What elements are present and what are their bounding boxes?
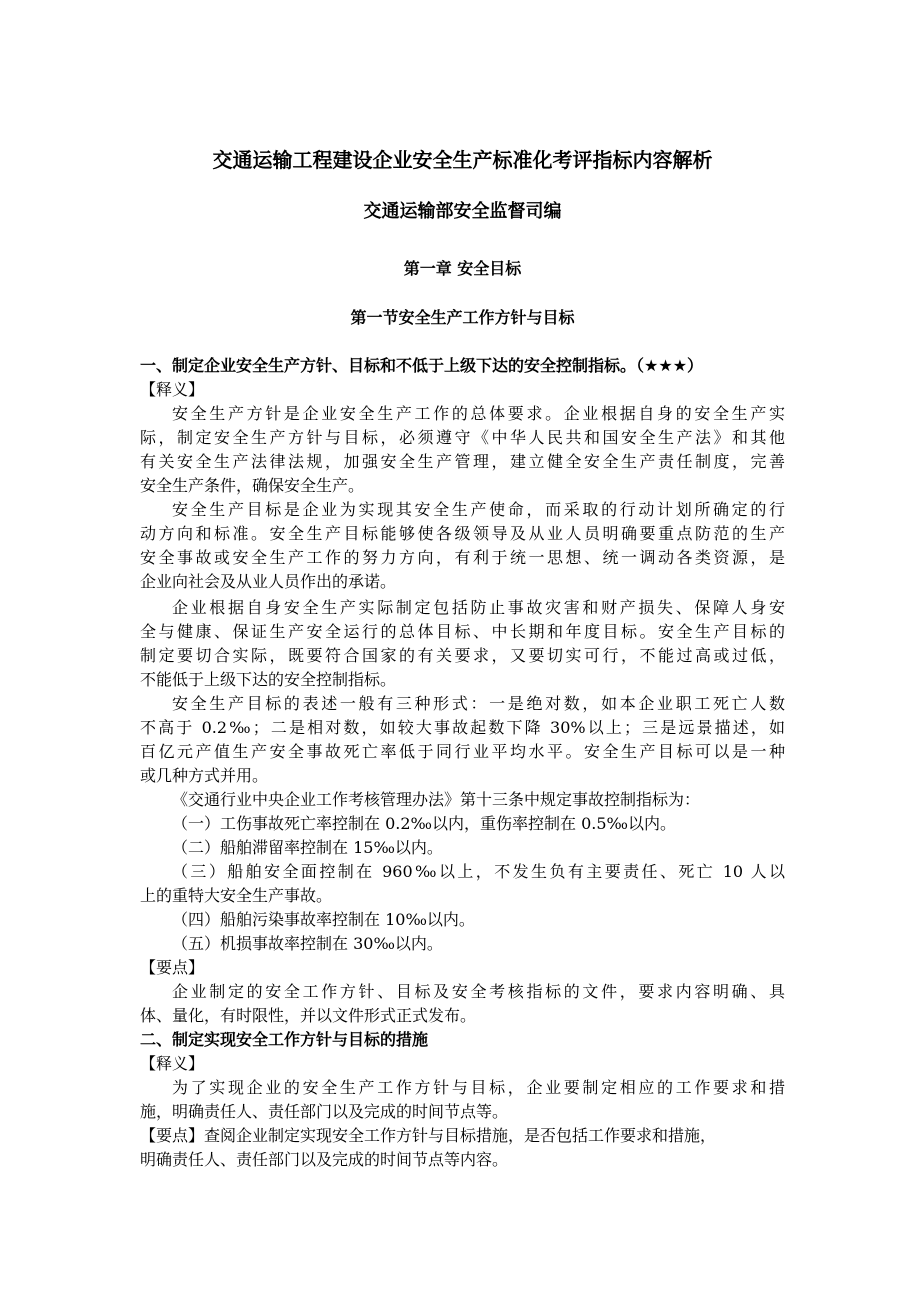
- list-item: （五）机损事故率控制在 30‰以内。: [172, 934, 443, 953]
- paragraph-line: 安全生产目标的表述一般有三种形式：一是绝对数，如本企业职工死亡人数: [172, 694, 785, 713]
- paragraph-line: 《交通行业中央企业工作考核管理办法》第十三条中规定事故控制指标为：: [172, 790, 701, 809]
- paragraph-line: 动方向和标准。安全生产目标能够使各级领导及从业人员明确要重点防范的生产: [140, 524, 785, 543]
- list-item: （一）工伤事故死亡率控制在 0.2‰以内，重伤率控制在 0.5‰以内。: [172, 814, 677, 833]
- paragraph-line: 企业根据自身安全生产实际制定包括防止事故灾害和财产损失、保障人身安: [172, 598, 785, 617]
- paragraph-line: 体、量化，有时限性，并以文件形式正式发布。: [140, 1006, 477, 1025]
- explain-label: 【释义】: [140, 1054, 205, 1073]
- list-item-continuation: 上的重特大安全生产事故。: [140, 886, 333, 905]
- chapter-title: 第一章 安全目标: [403, 259, 522, 278]
- key-points-label: 【要点】: [140, 958, 205, 977]
- paragraph-line: 不能低于上级下达的安全控制指标。: [140, 670, 397, 689]
- paragraph-line: 为了实现企业的安全生产工作方针与目标，企业要制定相应的工作要求和措: [172, 1078, 785, 1097]
- paragraph-line: 施，明确责任人、责任部门以及完成的时间节点等。: [140, 1102, 509, 1121]
- paragraph-line: 安全生产目标是企业为实现其安全生产使命，而采取的行动计划所确定的行: [172, 500, 785, 519]
- paragraph-line: 安全生产方针是企业安全生产工作的总体要求。企业根据自身的安全生产实: [172, 404, 785, 423]
- paragraph-line: 全与健康、保证生产安全运行的总体目标、中长期和年度目标。安全生产目标的: [140, 622, 785, 641]
- paragraph-line: 百亿元产值生产安全事故死亡率低于同行业平均水平。安全生产目标可以是一种: [140, 742, 785, 761]
- paragraph-line: 企业向社会及从业人员作出的承诺。: [140, 572, 397, 591]
- paragraph-line: 不高于 0.2‰；二是相对数，如较大事故起数下降 30%以上；三是远景描述，如: [140, 718, 785, 737]
- paragraph-line: 或几种方式并用。: [140, 766, 269, 785]
- item1-heading: 一、制定企业安全生产方针、目标和不低于上级下达的安全控制指标。（★★★）: [140, 356, 704, 375]
- list-item: （三）船舶安全面控制在 960‰以上，不发生负有主要责任、死亡 10 人以: [172, 862, 785, 881]
- paragraph-line: 安全生产条件，确保安全生产。: [140, 476, 365, 495]
- explain-label: 【释义】: [140, 380, 205, 399]
- paragraph-line: 有关安全生产法律法规，加强安全生产管理，建立健全安全生产责任制度，完善: [140, 452, 785, 471]
- list-item: （四）船舶污染事故率控制在 10‰以内。: [172, 910, 475, 929]
- paragraph-line: 企业制定的安全工作方针、目标及安全考核指标的文件，要求内容明确、具: [172, 982, 785, 1001]
- item2-heading: 二、制定实现安全工作方针与目标的措施: [140, 1030, 429, 1049]
- paragraph-line: 际，制定安全生产方针与目标，必须遵守《中华人民共和国安全生产法》和其他: [140, 428, 785, 447]
- list-item: （二）船舶滞留率控制在 15‰以内。: [172, 838, 443, 857]
- document-publisher: 交通运输部安全监督司编: [363, 201, 562, 222]
- document-title: 交通运输工程建设企业安全生产标准化考评指标内容解析: [212, 148, 713, 172]
- paragraph-line: 安全事故或安全生产工作的努力方向，有利于统一思想、统一调动各类资源，是: [140, 548, 785, 567]
- paragraph-line: 明确责任人、责任部门以及完成的时间节点等内容。: [140, 1150, 509, 1169]
- key-points-text: 查阅企业制定实现安全工作方针与目标措施，是否包括工作要求和措施，: [204, 1126, 717, 1145]
- key-points-label: 【要点】: [140, 1126, 205, 1145]
- section-title: 第一节安全生产工作方针与目标: [350, 308, 575, 327]
- paragraph-line: 制定要切合实际，既要符合国家的有关要求，又要切实可行，不能过高或过低，: [140, 646, 785, 665]
- key-points-line: [140, 1124, 785, 1148]
